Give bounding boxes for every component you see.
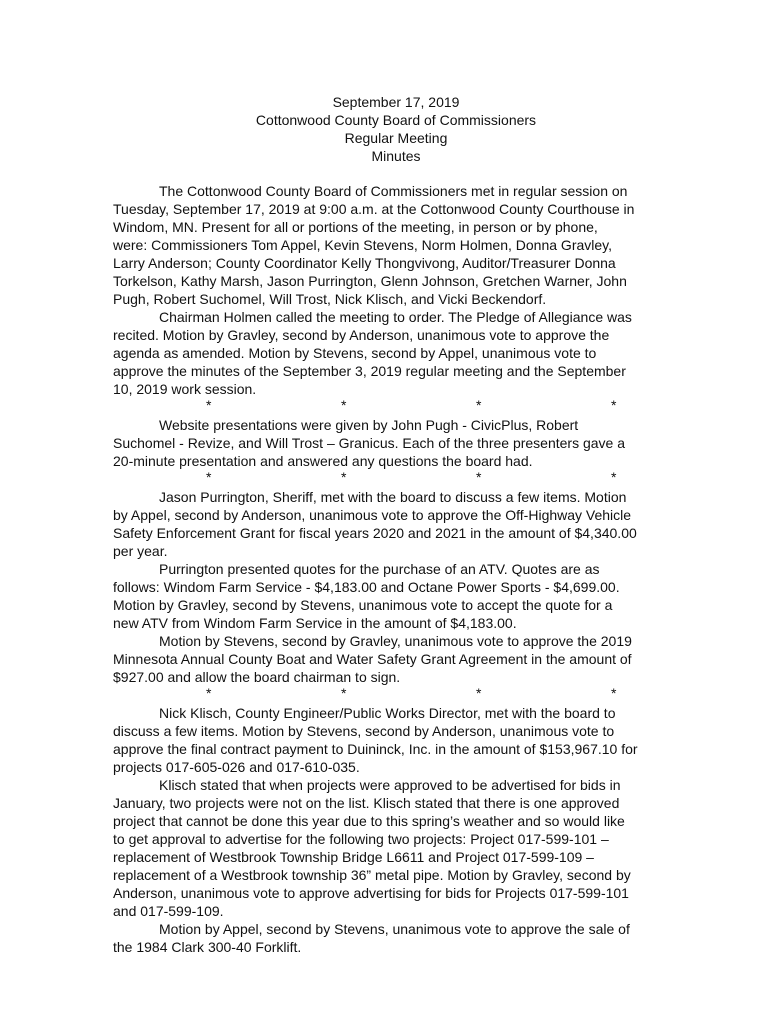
boat-safety-grant-paragraph: Motion by Stevens, second by Gravley, unanimous vote to approve the 2019 Minnesota Annual County Boat and Water Safety Grant Agreement in the amount of $927.00 and allow the board chairman to sign. (113, 633, 632, 685)
attendance-paragraph: The Cottonwood County Board of Commissioners met in regular session on Tuesday, September 17, 2019 at 9:00 a.m. at the Cottonwood County Courthouse in Windom, MN. Present for all or portions of the meeting, in person or by phone, were: Commissioners Tom Appel, Kevin Stevens, Norm Holmen, Donna Gravley, Larry Anderson; County Coordinator Kelly Thongvivong, Auditor/Treasurer Donna Torkelson, Kathy Marsh, Jason Purrington, Glenn Johnson, Gretchen Warner, John Pugh, Robert Suchomel, Will Trost, Nick Klisch, and Vicki Beckendorf. (113, 183, 635, 307)
forklift-sale-paragraph: Motion by Appel, second by Stevens, unanimous vote to approve the sale of the 1984 Clark 300-40 Forklift. (113, 921, 630, 955)
section-separator: * * * * (206, 469, 617, 485)
meeting-date: September 17, 2019 (332, 94, 460, 110)
engineer-paragraph: Nick Klisch, County Engineer/Public Works Director, met with the board to discuss a few items. Motion by Stevens, second by Anderson, unanimous vote to approve the final contract payment to Duininck, Inc. in the amount of $153,967.10 for projects 017-605-026 and 017-610-035. (113, 705, 638, 775)
minutes-body (113, 182, 679, 956)
section-separator: * * * * (206, 685, 617, 701)
meeting-type: Regular Meeting (344, 130, 448, 146)
website-presentations-paragraph: Website presentations were given by John Pugh - CivicPlus, Robert Suchomel - Revize, and Will Trost – Granicus. Each of the three presenters gave a 20-minute presentation and answered any questions the board had. (113, 417, 626, 469)
sheriff-paragraph: Jason Purrington, Sheriff, met with the board to discuss a few items. Motion by Appel, second by Anderson, unanimous vote to approve the Off-Highway Vehicle Safety Enforcement Grant for fiscal years 2020 and 2021 in the amount of $4,340.00 per year. (113, 489, 637, 559)
bid-projects-paragraph: Klisch stated that when projects were approved to be advertised for bids in January, two projects were not on the list. Klisch stated that there is one approved project that cannot be done this year due to this spring’s weather and so would like to get approval to advertise for the following two projects: Project 017-599-101 – replacement of Westbrook Township Bridge L6611 and Project 017-599-109 – replacement of a Westbrook township 36” metal pipe. Motion by Gravley, second by Anderson, unanimous vote to approve advertising for bids for Projects 017-599-101 and 017-599-109. (113, 777, 631, 919)
atv-quotes-paragraph: Purrington presented quotes for the purchase of an ATV. Quotes are as follows: Windom Farm Service - $4,183.00 and Octane Power Sports - $4,699.00. Motion by Gravley, second by Stevens, unanimous vote to accept the quote for a new ATV from Windom Farm Service in the amount of $4,183.00. (113, 561, 620, 631)
call-to-order-paragraph: Chairman Holmen called the meeting to order. The Pledge of Allegiance was recited. Motion by Gravley, second by Anderson, unanimous vote to approve the agenda as amended. Motion by Stevens, second by Appel, unanimous vote to approve the minutes of the September 3, 2019 regular meeting and the September 10, 2019 work session. (113, 309, 632, 397)
minutes-page (113, 93, 679, 956)
section-separator: * * * * (206, 397, 617, 413)
document-header (113, 93, 679, 165)
organization-name: Cottonwood County Board of Commissioners (255, 112, 537, 128)
document-type: Minutes (371, 148, 421, 164)
